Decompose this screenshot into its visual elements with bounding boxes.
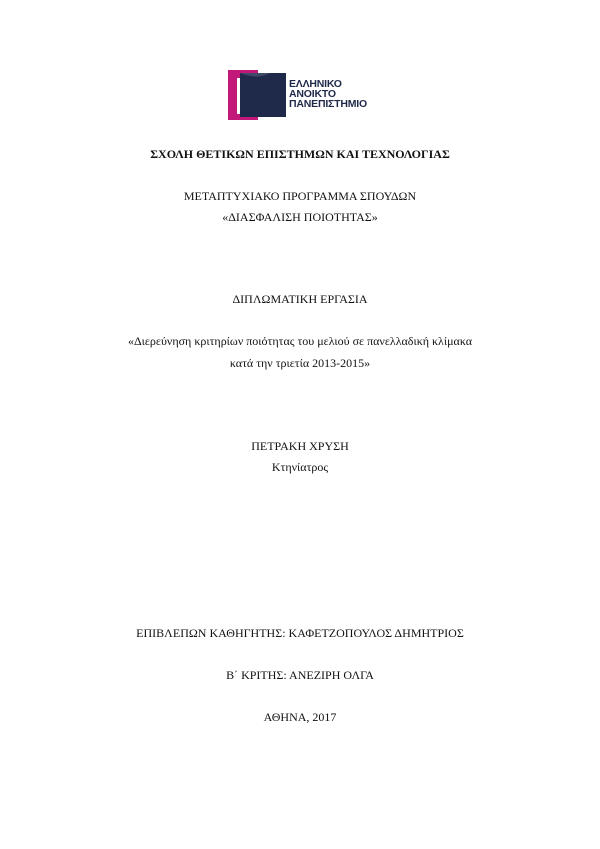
university-logo-text <box>289 79 367 109</box>
logo-line-3: ΠΑΝΕΠΙΣΤΗΜΙΟ <box>289 98 367 110</box>
university-logo-mark-icon <box>228 70 286 120</box>
second-examiner: Β΄ ΚΡΙΤΗΣ: ΑΝΕΖΙΡΗ ΟΛΓΑ <box>226 668 374 682</box>
thesis-title-line-2: κατά την τριετία 2013-2015» <box>229 356 371 370</box>
program-specialization: «ΔΙΑΣΦΑΛΙΣΗ ΠΟΙΟΤΗΤΑΣ» <box>222 210 378 224</box>
supervisor: ΕΠΙΒΛΕΠΩΝ ΚΑΘΗΓΗΤΗΣ: ΚΑΦΕΤΖΟΠΟΥΛΟΣ ΔΗΜΗΤΡΙΟΣ <box>136 626 464 640</box>
place-and-date: ΑΘΗΝΑ, 2017 <box>263 710 337 724</box>
school-name: ΣΧΟΛΗ ΘΕΤΙΚΩΝ ΕΠΙΣΤΗΜΩΝ ΚΑΙ ΤΕΧΝΟΛΟΓΙΑΣ <box>150 147 450 161</box>
thesis-type: ΔΙΠΛΩΜΑΤΙΚΗ ΕΡΓΑΣΙΑ <box>232 292 368 306</box>
author-name: ΠΕΤΡΑΚΗ ΧΡΥΣΗ <box>251 439 349 453</box>
logo-line-1: ΕΛΛΗΝΙΚΟ <box>289 78 342 90</box>
program-name: ΜΕΤΑΠΤΥΧΙΑΚΟ ΠΡΟΓΡΑΜΜΑ ΣΠΟΥΔΩΝ <box>183 189 417 203</box>
university-logo <box>228 70 398 120</box>
logo-line-2: ΑΝΟΙΚΤΟ <box>289 88 336 100</box>
author-profession: Κτηνίατρος <box>271 460 329 474</box>
thesis-title-line-1: «Διερεύνηση κριτηρίων ποιότητας του μελιού σε πανελλαδική κλίμακα <box>127 334 473 348</box>
